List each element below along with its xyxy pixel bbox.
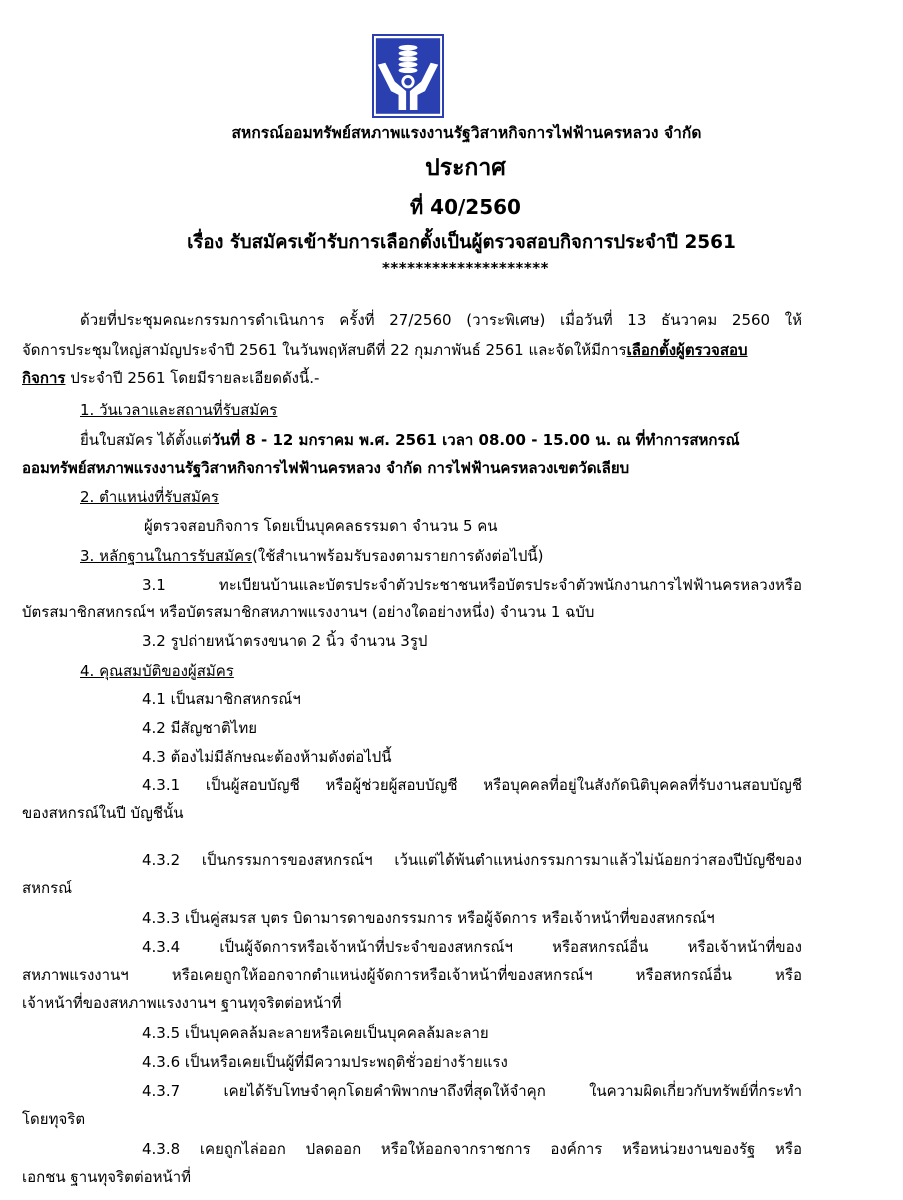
section-1-date-time: วันที่ 8 - 12 มกราคม พ.ศ. 2561 เวลา 08.00 - 15.00 น. ณ ที่ทำการสหกรณ์ [211,431,740,449]
item-4-3-8-line-1: 4.3.8 เคยถูกไล่ออก ปลดออก หรือให้ออกจากราชการ องค์การ หรือหน่วยงานของรัฐ หรือ [142,1140,802,1158]
intro-highlight-election: เลือกตั้งผู้ตรวจสอบ [626,341,748,359]
item-4-3-3: 4.3.3 เป็นคู่สมรส บุตร บิดามารดาของกรรมการ หรือผู้จัดการ หรือเจ้าหน้าที่ของสหกรณ์ฯ [142,909,715,927]
item-4-3-6: 4.3.6 เป็นหรือเคยเป็นผู้ที่มีความประพฤติชั่วอย่างร้ายแรง [142,1053,508,1071]
section-3-heading [80,546,543,566]
item-4-3-1-line-1: 4.3.1 เป็นผู้สอบบัญชี หรือผู้ช่วยผู้สอบบัญชี หรือบุคคลที่อยู่ในสังกัดนิติบุคคลที่รับงานสอบบัญชี [142,776,802,794]
section-4-heading: 4. คุณสมบัติของผู้สมัคร [80,662,234,680]
section-2-line-1: ผู้ตรวจสอบกิจการ โดยเป็นบุคคลธรรมดา จำนวน 5 คน [144,517,498,535]
intro-highlight-audit: กิจการ [22,369,66,387]
item-4-1: 4.1 เป็นสมาชิกสหกรณ์ฯ [142,690,301,708]
item-4-3: 4.3 ต้องไม่มีลักษณะต้องห้ามดังต่อไปนี้ [142,748,392,766]
item-4-3-2-line-1: 4.3.2 เป็นกรรมการของสหกรณ์ฯ เว้นแต่ได้พ้นตำแหน่งกรรมการมาแล้วไม่น้อยกว่าสองปีบัญชีของ [142,851,802,869]
intro-line-2-text: จัดการประชุมใหญ่สามัญประจำปี 2561 ในวันพฤหัสบดีที่ 22 กุมภาพันธ์ 2561 และจัดให้มีการ [22,341,627,359]
section-1-heading: 1. วันเวลาและสถานที่รับสมัคร [80,401,278,419]
item-4-3-2-line-2: สหกรณ์ [22,879,73,897]
section-3-item-1-line-1: 3.1 ทะเบียนบ้านและบัตรประจำตัวประชาชนหรือบัตรประจำตัวพนักงานการไฟฟ้านครหลวงหรือ [142,576,802,594]
item-4-3-4-line-3: เจ้าหน้าที่ของสหภาพแรงงานฯ ฐานทุจริตต่อหน้าที่ [22,994,342,1012]
item-4-3-8-line-2: เอกชน ฐานทุจริตต่อหน้าที่ [22,1168,192,1186]
intro-line-2 [22,340,748,360]
section-1-line-1 [80,430,740,450]
cooperative-logo [372,34,444,118]
intro-line-3-text: ประจำปี 2561 โดยมีรายละเอียดดังนี้.- [65,369,320,387]
item-4-3-1-line-2: ของสหกรณ์ในปี บัญชีนั้น [22,804,184,822]
announcement-subject: เรื่อง รับสมัครเข้ารับการเลือกตั้งเป็นผู้ตรวจสอบกิจการประจำปี 2561 [187,232,736,253]
intro-line-1: ด้วยที่ประชุมคณะกรรมการดำเนินการ ครั้งที่ 27/2560 (วาระพิเศษ) เมื่อวันที่ 13 ธันวาคม 2560 ให้ [80,311,802,329]
hands-coins-icon [374,36,442,116]
section-3-item-1-line-2: บัตรสมาชิกสหกรณ์ฯ หรือบัตรสมาชิกสหภาพแรงงานฯ (อย่างใดอย่างหนึ่ง) จำนวน 1 ฉบับ [22,603,595,621]
item-4-3-5: 4.3.5 เป็นบุคคลล้มละลายหรือเคยเป็นบุคคลล้มละลาย [142,1024,489,1042]
section-3-heading-note: (ใช้สำเนาพร้อมรับรองตามรายการดังต่อไปนี้) [252,547,544,565]
section-1-line-2: ออมทรัพย์สหภาพแรงงานรัฐวิสาหกิจการไฟฟ้านครหลวง จำกัด การไฟฟ้านครหลวงเขตวัดเลียบ [22,459,630,477]
section-3-item-2: 3.2 รูปถ่ายหน้าตรงขนาด 2 นิ้ว จำนวน 3รูป [142,632,428,650]
item-4-3-7-line-1: 4.3.7 เคยได้รับโทษจำคุกโดยคำพิพากษาถึงที่สุดให้จำคุก ในความผิดเกี่ยวกับทรัพย์ที่กระทำ [142,1082,802,1100]
item-4-2: 4.2 มีสัญชาติไทย [142,719,258,737]
item-4-3-4-line-2: สหภาพแรงงานฯ หรือเคยถูกให้ออกจากตำแหน่งผู้จัดการหรือเจ้าหน้าที่ของสหกรณ์ฯ หรือสหกรณ์อื่น หรือ [22,966,802,984]
section-2-heading: 2. ตำแหน่งที่รับสมัคร [80,488,219,506]
announcement-title: ประกาศ [425,155,506,181]
item-4-3-7-line-2: โดยทุจริต [22,1110,86,1128]
section-3-heading-text: 3. หลักฐานในการรับสมัคร [80,547,253,565]
intro-line-3 [22,368,319,388]
separator-stars: ******************** [382,259,549,277]
item-4-3-4-line-1: 4.3.4 เป็นผู้จัดการหรือเจ้าหน้าที่ประจำของสหกรณ์ฯ หรือสหกรณ์อื่น หรือเจ้าหน้าที่ของ [142,938,802,956]
section-1-line-1-lead: ยื่นใบสมัคร ได้ตั้งแต่ [80,431,212,449]
organization-name: สหกรณ์ออมทรัพย์สหภาพแรงงานรัฐวิสาหกิจการไฟฟ้านครหลวง จำกัด [231,124,702,142]
announcement-number: ที่ 40/2560 [410,195,521,219]
